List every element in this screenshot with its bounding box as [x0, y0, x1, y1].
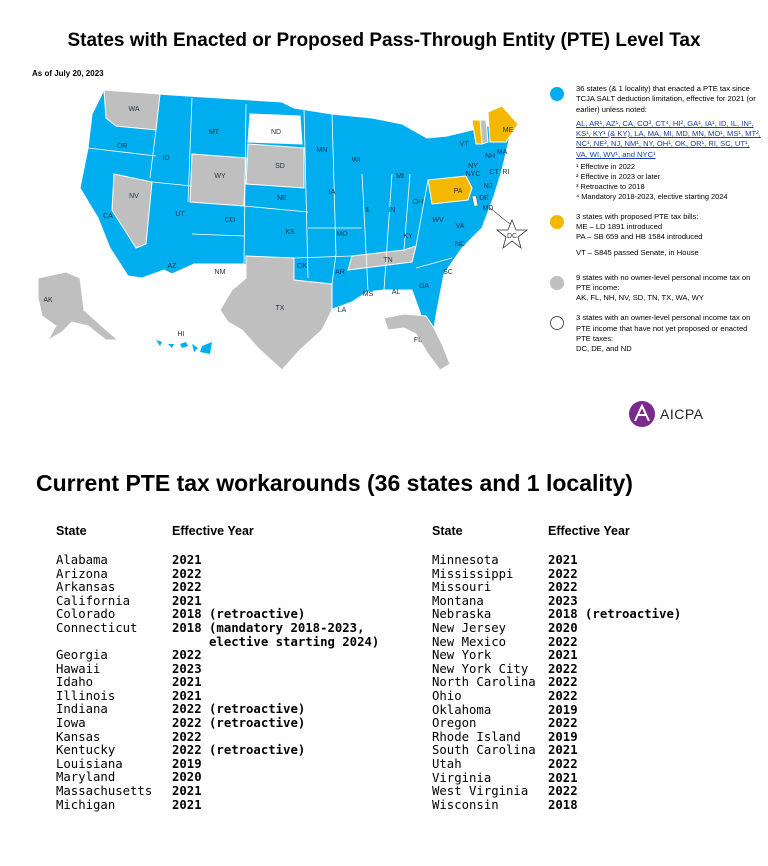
- map-label: DC: [506, 233, 518, 240]
- state-name: Idaho: [56, 675, 94, 690]
- effective-year: 2021: [172, 553, 202, 567]
- state-name: South Carolina: [432, 743, 536, 758]
- effective-year: 2018: [548, 797, 578, 812]
- effective-year: 2022: [548, 675, 578, 690]
- table-row: [56, 622, 396, 649]
- map-label: SD: [275, 163, 285, 170]
- map-label: IA: [328, 189, 336, 196]
- map-label: TX: [275, 305, 285, 312]
- state-name: Rhode Island: [432, 729, 521, 744]
- table-row: [432, 595, 762, 609]
- effective-year: 2022: [172, 647, 202, 662]
- state-name: Oklahoma: [432, 702, 492, 717]
- effective-year: 2019: [172, 756, 202, 771]
- blue-dot-icon: [550, 87, 564, 101]
- aicpa-logo-text: AICPA: [660, 406, 704, 422]
- effective-year: 2021: [172, 783, 202, 798]
- legend-no-tax-states: AK, FL, NH, NV, SD, TN, TX, WA, WY: [576, 293, 704, 303]
- table-row: [56, 649, 396, 663]
- table-row: [432, 772, 762, 786]
- effective-year: 2022: [548, 784, 578, 799]
- effective-year: 2022: [548, 580, 578, 595]
- state-name: North Carolina: [432, 675, 536, 690]
- effective-year: 2019: [548, 729, 578, 744]
- table-row: [56, 799, 396, 813]
- map-label: NM: [214, 269, 226, 276]
- table-row: [432, 663, 762, 677]
- map-title: States with Enacted or Proposed Pass-Through Entity (PTE) Level Tax: [67, 30, 701, 51]
- table-row: [56, 785, 396, 799]
- table-title: Current PTE tax workarounds (36 states and 1 locality): [36, 470, 633, 496]
- map-label: MN: [316, 147, 328, 154]
- effective-year: 2018 (mandatory 2018-2023, elective starting 2024): [172, 620, 380, 649]
- table-row: [432, 636, 762, 650]
- state-name: Virginia: [432, 770, 492, 785]
- effective-year: 2021: [172, 688, 202, 703]
- legend-note: ¹ Effective in 2022: [576, 161, 636, 171]
- white-dot-icon: [550, 316, 564, 330]
- effective-year: 2019: [548, 702, 578, 717]
- effective-year: 2023: [548, 593, 578, 608]
- table-row: [432, 704, 762, 718]
- map-label: KS: [285, 229, 295, 236]
- map-label: OH: [412, 199, 424, 206]
- map-state-me: [488, 106, 518, 142]
- map-label: AR: [335, 269, 345, 276]
- state-column-header: State: [56, 524, 87, 538]
- effective-year: 2021: [548, 770, 578, 785]
- legend-none-yet-heading: 3 states with an owner-level personal income tax on PTE income that have not yet proposed or enacted PTE taxes:: [576, 313, 751, 343]
- map-label: SC: [443, 269, 453, 276]
- map-label: GA: [418, 283, 430, 290]
- map-label: WV: [432, 217, 444, 224]
- state-name: Minnesota: [432, 553, 499, 567]
- map-label: KY: [403, 233, 413, 240]
- table-row: [56, 595, 396, 609]
- table-row: [56, 581, 396, 595]
- state-name: Arkansas: [56, 580, 116, 595]
- effective-year: 2022: [548, 716, 578, 731]
- table-row: [56, 758, 396, 772]
- table-row: [56, 663, 396, 677]
- table-row: [56, 703, 396, 717]
- map-label: CT: [489, 169, 499, 176]
- table-row: [432, 744, 762, 758]
- state-name: Louisiana: [56, 756, 123, 771]
- state-name: Colorado: [56, 607, 116, 622]
- state-name: Indiana: [56, 702, 108, 717]
- table-row: [432, 676, 762, 690]
- map-label: NYC: [465, 171, 481, 178]
- state-name: New Jersey: [432, 620, 507, 635]
- map-label: IN: [388, 207, 396, 214]
- effective-year: 2021: [548, 743, 578, 758]
- map-label: ND: [270, 129, 282, 136]
- state-name: Georgia: [56, 647, 108, 662]
- aicpa-logo: [628, 399, 703, 429]
- state-name: Nebraska: [432, 607, 492, 622]
- state-name: Ohio: [432, 688, 462, 703]
- table-row: [56, 690, 396, 704]
- effective-year: 2021: [172, 593, 202, 608]
- state-name: Maryland: [56, 770, 116, 785]
- map-label: NY: [468, 163, 478, 170]
- map-label: AL: [391, 289, 401, 296]
- state-name: Hawaii: [56, 661, 101, 676]
- map-legend: [548, 84, 763, 364]
- state-name: Kansas: [56, 729, 101, 744]
- legend-note: ² Effective in 2023 or later: [576, 171, 661, 181]
- table-row: [56, 771, 396, 785]
- state-name: Alabama: [56, 553, 108, 567]
- table-row: [432, 758, 762, 772]
- state-name: Wisconsin: [432, 797, 499, 812]
- right-table-header: [432, 524, 762, 554]
- effective-year: 2020: [548, 620, 578, 635]
- state-name: New York: [432, 648, 492, 663]
- state-name: California: [56, 593, 131, 608]
- map-label: OK: [296, 263, 308, 270]
- map-label: OR: [116, 143, 128, 150]
- state-name: Kentucky: [56, 743, 116, 758]
- map-label: VA: [455, 223, 465, 230]
- map-label: RI: [502, 169, 510, 176]
- map-label: MD: [482, 205, 494, 212]
- table-row: [56, 717, 396, 731]
- state-name: Iowa: [56, 715, 86, 730]
- us-pte-map: [32, 78, 542, 378]
- state-name: Montana: [432, 593, 484, 608]
- year-column-header: Effective Year: [548, 524, 630, 538]
- as-of-date: As of July 20, 2023: [32, 69, 104, 78]
- map-label: LA: [337, 307, 347, 314]
- table-row: [432, 717, 762, 731]
- table-row: [432, 622, 762, 636]
- state-name: Missouri: [432, 580, 492, 595]
- state-name: Oregon: [432, 716, 477, 731]
- effective-year: 2021: [172, 675, 202, 690]
- effective-year: 2021: [548, 648, 578, 663]
- table-row: [432, 799, 762, 813]
- table-row: [432, 608, 762, 622]
- legend-enacted-state-links[interactable]: AL, AR¹, AZ¹, CA, CO³, CT⁴, HI², GA¹, IA¹, ID, IL, IN¹, KS¹, KY¹ (& KY), LA, MA, MI, MD, MN, MO¹, MS¹, MT², NC¹, NE³, NJ, NM¹, NY, OH¹, OK, OR¹, RI, SC, UT¹, VA, WI, WV¹, and NYC¹: [576, 118, 761, 159]
- aicpa-emblem-icon: [628, 400, 656, 428]
- gray-dot-icon: [550, 276, 564, 290]
- effective-year: 2018 (retroactive): [172, 607, 306, 622]
- legend-proposed-line: PA – SB 659 and HB 1584 introduced: [576, 232, 703, 242]
- map-label: MI: [396, 173, 404, 180]
- map-label: TN: [383, 257, 393, 264]
- effective-year: 2023: [172, 661, 202, 676]
- table-row: [56, 744, 396, 758]
- state-name: New York City: [432, 661, 529, 676]
- left-table-header: [56, 524, 396, 554]
- state-name: West Virginia: [432, 784, 529, 799]
- map-label: WI: [351, 157, 361, 164]
- map-label: ID: [162, 155, 170, 162]
- map-label: NH: [484, 153, 496, 160]
- map-label: NE: [277, 195, 287, 202]
- map-state-ak: [38, 272, 118, 340]
- effective-year: 2022 (retroactive): [172, 702, 306, 717]
- effective-year: 2022: [548, 688, 578, 703]
- map-label: CA: [103, 213, 113, 220]
- map-label: WY: [214, 173, 226, 180]
- legend-no-tax-heading: 9 states with no owner-level personal income tax on PTE income:: [576, 272, 751, 292]
- legend-proposed-line: VT – S845 passed Senate, in House: [576, 248, 699, 258]
- map-label: UT: [175, 211, 185, 218]
- table-row: [432, 731, 762, 745]
- table-row: [56, 608, 396, 622]
- state-name: New Mexico: [432, 634, 507, 649]
- map-label: PA: [453, 188, 463, 195]
- legend-proposed-line: ME – LD 1891 introduced: [576, 221, 663, 231]
- legend-no-tax: [548, 273, 763, 304]
- legend-proposed: [548, 212, 763, 259]
- effective-year: 2022: [548, 634, 578, 649]
- table-row: [56, 676, 396, 690]
- legend-none-yet-states: DC, DE, and ND: [576, 344, 632, 354]
- map-label: HI: [177, 331, 185, 338]
- effective-year: 2022: [172, 729, 202, 744]
- state-name: Arizona: [56, 566, 108, 581]
- map-label: FL: [413, 337, 423, 344]
- yellow-dot-icon: [550, 215, 564, 229]
- effective-year: 2022: [172, 566, 202, 581]
- map-state-hi: [156, 340, 212, 354]
- map-state-wy: [190, 154, 246, 206]
- map-label: CO: [224, 217, 236, 224]
- effective-year: 2021: [548, 553, 578, 567]
- effective-year: 2022: [548, 661, 578, 676]
- effective-year: 2022: [548, 756, 578, 771]
- right-rows: [432, 554, 762, 812]
- legend-enacted-heading: 36 states (& 1 locality) that enacted a PTE tax since TCJA SALT deduction limitation, effective for 2021 (or earlier) unless noted:: [576, 84, 756, 114]
- effective-year: 2018 (retroactive): [548, 607, 682, 622]
- state-name: Utah: [432, 756, 462, 771]
- state-column-header: State: [432, 524, 463, 538]
- state-name: Michigan: [56, 797, 116, 812]
- state-name: Massachusetts: [56, 783, 153, 798]
- table-row: [56, 568, 396, 582]
- map-label: WA: [128, 106, 140, 113]
- map-label: NC: [454, 241, 466, 248]
- map-label: MO: [336, 231, 348, 238]
- effective-year: 2021: [172, 797, 202, 812]
- legend-none-yet: [548, 313, 763, 354]
- table-row: [56, 554, 396, 568]
- map-label: MT: [208, 129, 220, 136]
- table-row: [432, 581, 762, 595]
- left-rows: [56, 554, 396, 812]
- effective-year: 2022 (retroactive): [172, 743, 306, 758]
- right-table: [432, 524, 762, 812]
- table-row: [432, 649, 762, 663]
- legend-note: ⁴ Mandatory 2018-2023, elective starting 2024: [576, 191, 728, 201]
- effective-year: 2020: [172, 770, 202, 785]
- map-label: ME: [502, 127, 514, 134]
- map-label: MS: [362, 291, 374, 298]
- table-row: [432, 554, 762, 568]
- map-label: AK: [43, 297, 53, 304]
- year-column-header: Effective Year: [172, 524, 254, 538]
- legend-note: ³ Retroactive to 2018: [576, 181, 645, 191]
- effective-year: 2022: [548, 566, 578, 581]
- table-row: [56, 731, 396, 745]
- map-label: DE: [479, 195, 489, 202]
- effective-year: 2022: [172, 580, 202, 595]
- map-label: VT: [459, 141, 469, 148]
- effective-year: 2022 (retroactive): [172, 715, 306, 730]
- state-name: Illinois: [56, 688, 116, 703]
- legend-proposed-heading: 3 states with proposed PTE tax bills:: [576, 211, 699, 221]
- map-label: MA: [496, 149, 508, 156]
- table-row: [432, 690, 762, 704]
- map-label: IL: [365, 207, 371, 214]
- state-name: Connecticut: [56, 620, 138, 635]
- table-row: [432, 568, 762, 582]
- legend-enacted: [548, 84, 763, 202]
- left-table: [56, 524, 396, 812]
- map-label: NV: [129, 193, 139, 200]
- map-label: AZ: [167, 263, 177, 270]
- map-state-pa: [428, 176, 472, 204]
- table-row: [432, 785, 762, 799]
- state-name: Mississippi: [432, 566, 514, 581]
- map-label: NJ: [483, 183, 493, 190]
